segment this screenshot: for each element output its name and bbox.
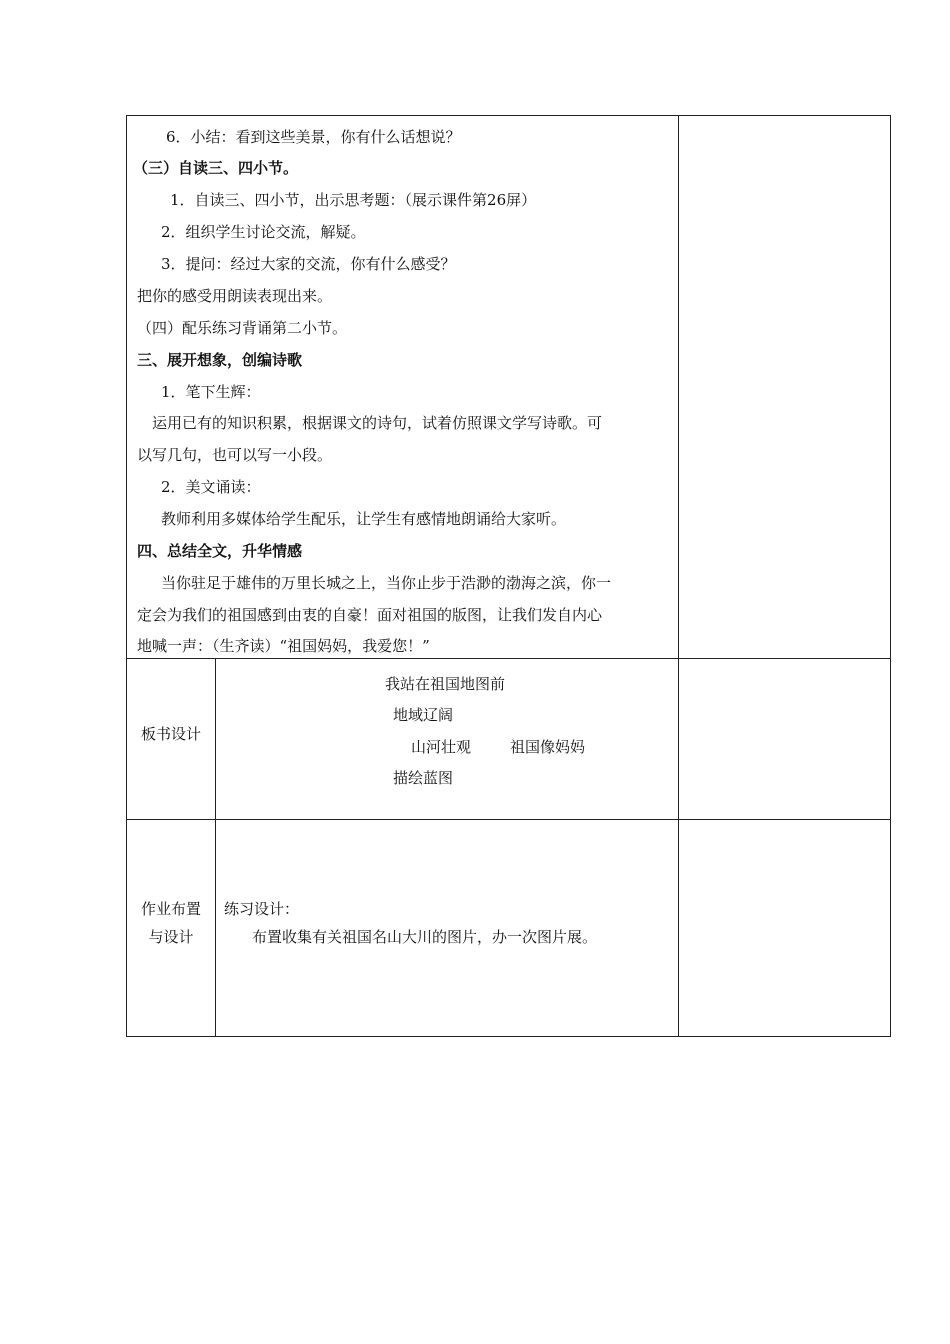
lesson-line: 当你驻足于雄伟的万里长城之上，当你止步于浩渺的渤海之滨，你一 bbox=[161, 574, 612, 592]
homework-label: 与设计 bbox=[148, 928, 194, 946]
border-row1 bbox=[126, 658, 891, 659]
border-row2 bbox=[126, 819, 891, 820]
homework-label: 作业布置 bbox=[140, 900, 201, 918]
board-design-label: 板书设计 bbox=[140, 725, 201, 743]
board-line: 祖国像妈妈 bbox=[510, 738, 586, 756]
border-top bbox=[126, 115, 891, 116]
board-line: 地域辽阔 bbox=[393, 706, 454, 724]
board-line: 我站在祖国地图前 bbox=[385, 675, 506, 693]
border-notes-col bbox=[678, 115, 679, 1037]
lesson-line: 1．自读三、四小节，出示思考题：（展示课件第26屏） bbox=[170, 191, 537, 209]
border-label-col bbox=[215, 658, 216, 1037]
border-right bbox=[890, 115, 891, 1037]
lesson-line: 6．小结：看到这些美景，你有什么话想说？ bbox=[166, 128, 461, 146]
homework-title: 练习设计： bbox=[224, 900, 300, 918]
lesson-line: 1．笔下生辉： bbox=[161, 383, 261, 401]
section-heading: 三、展开想象，创编诗歌 bbox=[137, 351, 303, 369]
lesson-line: 地喊一声：（生齐读）“祖国妈妈，我爱您！” bbox=[137, 637, 430, 655]
board-line: 山河壮观 bbox=[411, 738, 472, 756]
lesson-line: 教师利用多媒体给学生配乐，让学生有感情地朗诵给大家听。 bbox=[161, 510, 567, 528]
border-bottom bbox=[126, 1036, 891, 1037]
lesson-line: 2．组织学生讨论交流，解疑。 bbox=[161, 223, 366, 241]
lesson-line: 把你的感受用朗读表现出来。 bbox=[137, 287, 333, 305]
homework-content: 布置收集有关祖国名山大川的图片，办一次图片展。 bbox=[252, 928, 598, 946]
section-heading: 四、总结全文，升华情感 bbox=[137, 542, 303, 560]
lesson-line: 定会为我们的祖国感到由衷的自豪！面对祖国的版图，让我们发自内心 bbox=[137, 606, 603, 624]
lesson-line: 运用已有的知识积累，根据课文的诗句，试着仿照课文学写诗歌。可 bbox=[152, 414, 603, 432]
lesson-line: （四）配乐练习背诵第二小节。 bbox=[137, 319, 348, 337]
lesson-line: 3．提问：经过大家的交流，你有什么感受？ bbox=[161, 255, 456, 273]
section-heading: （三）自读三、四小节。 bbox=[133, 159, 299, 177]
board-line: 描绘蓝图 bbox=[393, 769, 454, 787]
lesson-line: 2．美文诵读： bbox=[161, 478, 261, 496]
lesson-line: 以写几句，也可以写一小段。 bbox=[137, 446, 333, 464]
